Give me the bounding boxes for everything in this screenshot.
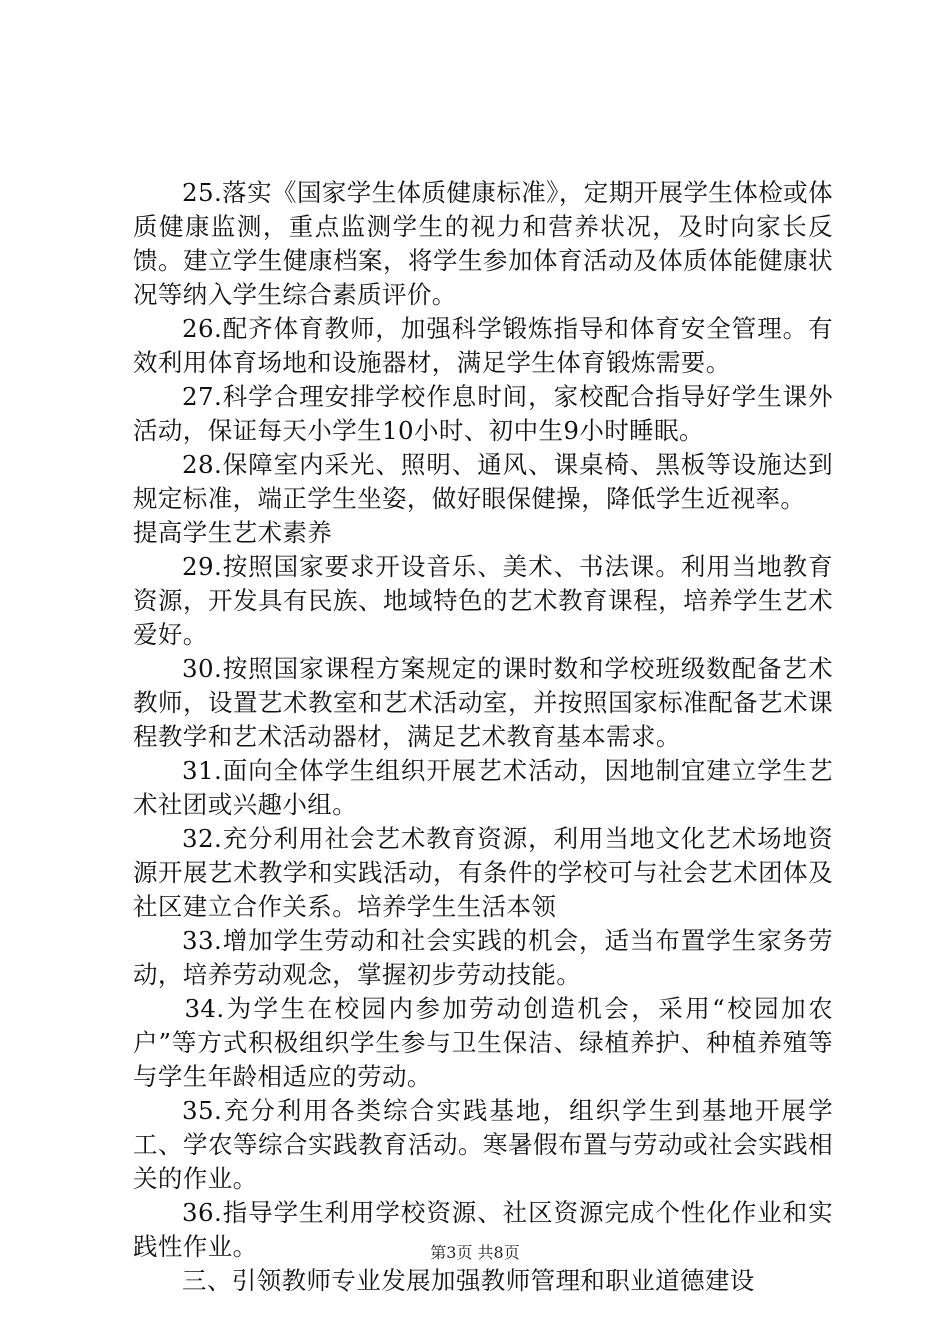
paragraph-29: 29.按照国家要求开设音乐、美术、书法课。利用当地教育资源，开发具有民族、地域特色的艺术教育课程，培养学生艺术爱好。: [133, 552, 833, 649]
paragraph-28: 28.保障室内采光、照明、通风、课桌椅、黑板等设施达到规定标准，端正学生坐姿，做好眼保健操，降低学生近视率。: [133, 450, 833, 513]
paragraph-25: 25.落实《国家学生体质健康标准》，定期开展学生体检或体质健康监测，重点监测学生的视力和营养状况，及时向家长反馈。建立学生健康档案，将学生参加体育活动及体质体能健康状况等纳入学生综合素质评价。: [133, 178, 833, 309]
paragraph-32: 32.充分利用社会艺术教育资源，利用当地文化艺术场地资源开展艺术教学和实践活动，有条件的学校可与社会艺术团体及社区建立合作关系。培养学生生活本领: [133, 824, 833, 921]
paragraph-31: 31.面向全体学生组织开展艺术活动，因地制宜建立学生艺术社团或兴趣小组。: [133, 756, 833, 819]
paragraph-34: 34.为学生在校园内参加劳动创造机会，采用“校园加农户”等方式积极组织学生参与卫生保洁、绿植养护、种植养殖等与学生年龄相适应的劳动。: [133, 994, 833, 1091]
document-body: [133, 176, 833, 1298]
page-number-footer: 第3页 共8页: [430, 1243, 520, 1262]
paragraph-30: 30.按照国家课程方案规定的课时数和学校班级数配备艺术教师，设置艺术教室和艺术活动室，并按照国家标准配备艺术课程教学和艺术活动器材，满足艺术教育基本需求。: [133, 654, 833, 751]
section-heading-teachers: 三、引领教师专业发展加强教师管理和职业道德建设: [182, 1266, 755, 1295]
paragraph-27: 27.科学合理安排学校作息时间，家校配合指导好学生课外活动，保证每天小学生10小时、初中生9小时睡眠。: [133, 382, 833, 445]
paragraph-36: 36.指导学生利用学校资源、社区资源完成个性化作业和实践性作业。: [133, 1198, 833, 1261]
paragraph-35: 35.充分利用各类综合实践基地，组织学生到基地开展学工、学农等综合实践教育活动。寒暑假布置与劳动或社会实践相关的作业。: [133, 1096, 833, 1193]
paragraph-26: 26.配齐体育教师，加强科学锻炼指导和体育安全管理。有效利用体育场地和设施器材，满足学生体育锻炼需要。: [133, 314, 833, 377]
section-heading-art: 提高学生艺术素养: [133, 518, 333, 547]
paragraph-33: 33.增加学生劳动和社会实践的机会，适当布置学生家务劳动，培养劳动观念，掌握初步劳动技能。: [133, 926, 833, 989]
